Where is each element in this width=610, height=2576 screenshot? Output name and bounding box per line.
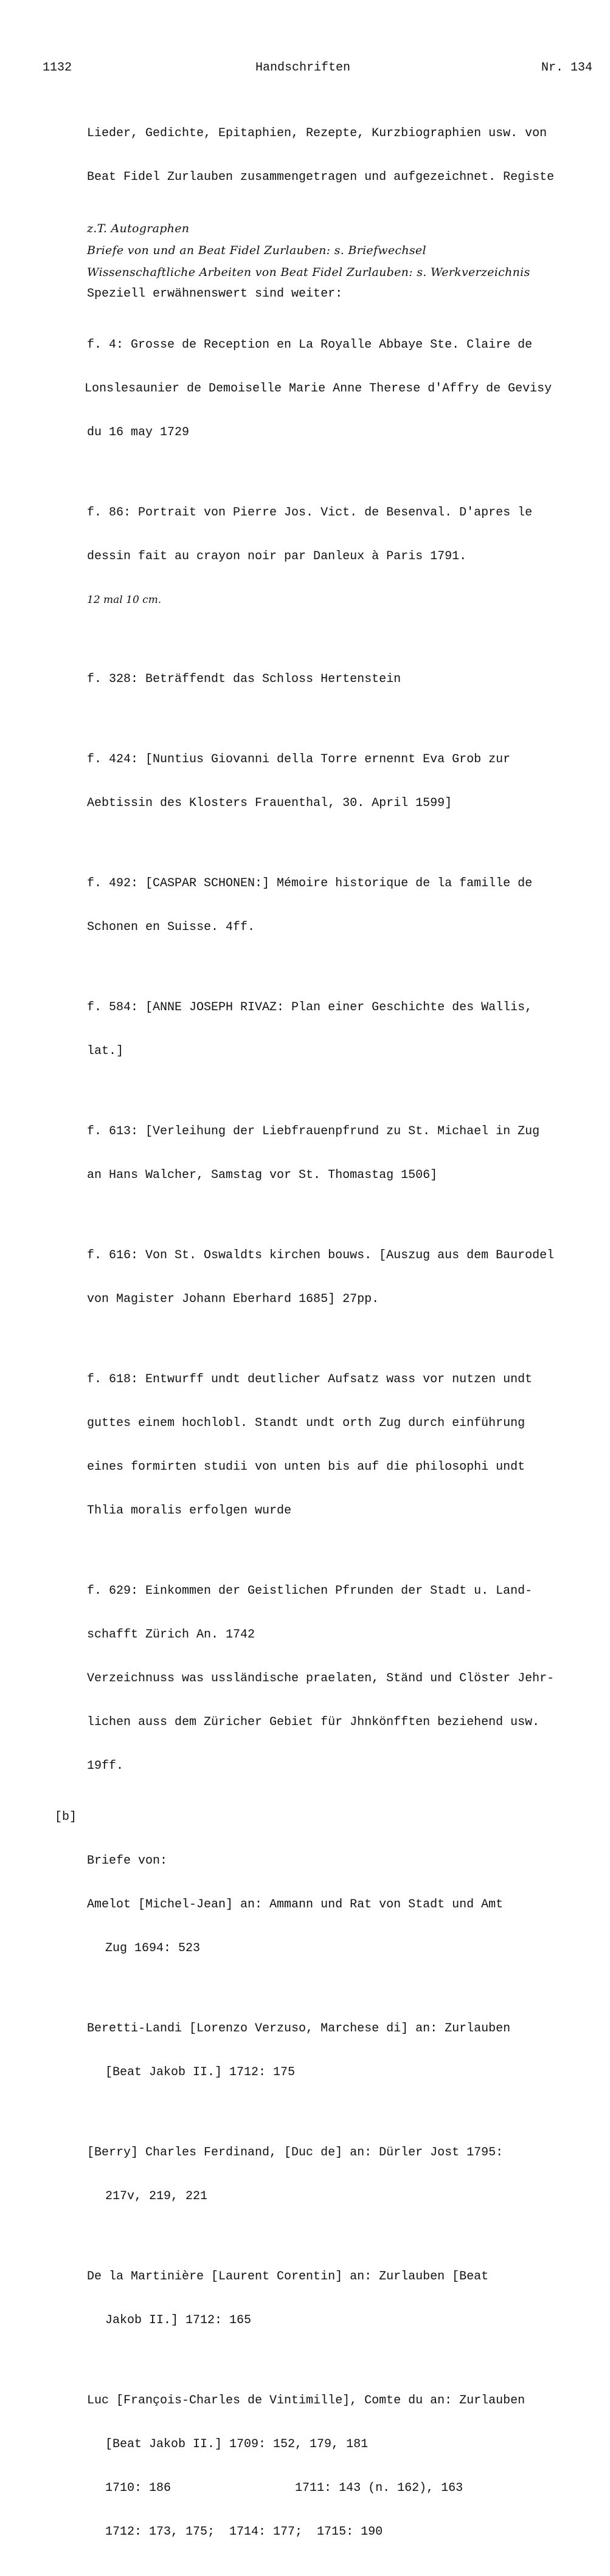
folio-line: f. 4: Grosse de Reception en La Royalle Abbaye Ste. Claire de xyxy=(87,338,533,352)
folio-line: f. 86: Portrait von Pierre Jos. Vict. de Besenval. D'apres le xyxy=(87,506,533,520)
letter-entry-cont: Zug 1694: 523 xyxy=(105,1941,201,1955)
folio-entry-86 xyxy=(87,477,610,636)
letter-entry-first: [Berry] Charles Ferdinand, [Duc de] an: Dürler Jost 1795: xyxy=(87,2146,504,2160)
folio-entry-424 xyxy=(87,723,610,840)
handwritten-letters-note: Briefe von und an Beat Fidel Zurlauben: s. Briefwechsel xyxy=(87,244,426,257)
manuscript-number: Nr. 134 xyxy=(541,61,593,75)
folio-entry-328 xyxy=(87,643,610,716)
folio-line: Lonslesaunier de Demoiselle Marie Anne Therese d'Affry de Gevisy xyxy=(85,382,552,396)
folio-line: f. 424: [Nuntius Giovanni della Torre ernennt Eva Grob zur xyxy=(87,752,511,766)
folio-entry-618 xyxy=(87,1343,610,1548)
page-number: 1132 xyxy=(43,61,72,75)
folio-line: f. 613: [Verleihung der Liebfrauenpfrund zu St. Michael in Zug xyxy=(87,1124,540,1138)
folio-line: du 16 may 1729 xyxy=(87,425,190,439)
intro-line: Lieder, Gedichte, Epitaphien, Rezepte, Kurzbiographien usw. von xyxy=(87,126,547,140)
section-b-heading: Briefe von: xyxy=(87,1854,168,1868)
section-b xyxy=(55,1810,610,1985)
folio-line: f. 616: Von St. Oswaldts kirchen bouws. [Auszug aus dem Baurodel xyxy=(87,1248,555,1262)
section-b-label: [b] xyxy=(55,1810,77,1824)
folio-line: schafft Zürich An. 1742 xyxy=(87,1628,255,1642)
letter-entry-cont: [Beat Jakob II.] 1709: 152, 179, 181 xyxy=(105,2437,369,2451)
handwritten-size-note: 12 mal 10 cm. xyxy=(87,594,162,606)
running-title: Handschriften xyxy=(255,61,351,75)
letter-entry-cont: 1710: 186 1711: 143 (n. 162), 163 xyxy=(105,2481,463,2495)
letter-entry-cont: Jakob II.] 1712: 165 xyxy=(105,2313,252,2327)
folio-line: von Magister Johann Eberhard 1685] 27pp. xyxy=(87,1292,380,1306)
main-content xyxy=(55,97,610,2576)
folio-line: 19ff. xyxy=(87,1759,124,1773)
special-heading: Speziell erwähnenswert sind weiter: xyxy=(87,287,343,301)
letter-entry xyxy=(87,2364,610,2569)
letter-entry-first: De la Martinière [Laurent Corentin] an: Zurlauben [Beat xyxy=(87,2270,489,2284)
folio-line: f. 618: Entwurff undt deutlicher Aufsatz wass vor nutzen undt xyxy=(87,1372,533,1386)
letter-entry-cont: 1712: 173, 175; 1714: 177; 1715: 190 xyxy=(105,2525,383,2539)
letter-entry xyxy=(87,2240,610,2357)
letter-entry-first: Beretti-Landi [Lorenzo Verzuso, Marchese di] an: Zurlauben xyxy=(87,2022,511,2036)
folio-line: lat.] xyxy=(87,1044,124,1058)
folio-entry-613 xyxy=(87,1095,610,1212)
folio-entry-492 xyxy=(87,847,610,964)
letter-entry-first: Luc [François-Charles de Vintimille], Comte du an: Zurlauben xyxy=(87,2394,525,2408)
letter-entry-cont: [Beat Jakob II.] 1712: 175 xyxy=(105,2065,296,2079)
folio-entry-616 xyxy=(87,1219,610,1336)
folio-line: eines formirten studii von unten bis auf die philosophi undt xyxy=(87,1460,525,1474)
folio-entry-4 xyxy=(87,309,610,469)
folio-line: an Hans Walcher, Samstag vor St. Thomastag 1506] xyxy=(87,1168,438,1182)
folio-line: Thlia moralis erfolgen wurde xyxy=(87,1504,292,1518)
folio-entry-629 xyxy=(87,1555,610,1803)
intro-line: Beat Fidel Zurlauben zusammengetragen und aufgezeichnet. Registe xyxy=(87,170,555,184)
folio-line: dessin fait au crayon noir par Danleux à Paris 1791. xyxy=(87,549,467,563)
letter-entry xyxy=(87,1992,610,2109)
intro-paragraph xyxy=(87,97,610,214)
folio-line: f. 629: Einkommen der Geistlichen Pfrunden der Stadt u. Land- xyxy=(87,1584,533,1598)
letter-entry-cont: 217v, 219, 221 xyxy=(105,2189,208,2203)
folio-line: f. 328: Beträffendt das Schloss Hertenstein xyxy=(87,672,401,686)
handwritten-autographs-note: z.T. Autographen xyxy=(87,222,190,235)
folio-entry-584 xyxy=(87,971,610,1088)
folio-line: Schonen en Suisse. 4ff. xyxy=(87,920,255,934)
letter-entry xyxy=(87,2116,610,2233)
folio-line: Verzeichnuss was ussländische praelaten, Ständ und Clöster Jehr- xyxy=(87,1672,555,1686)
folio-line: f. 492: [CASPAR SCHONEN:] Mémoire historique de la famille de xyxy=(87,876,533,890)
folio-line: f. 584: [ANNE JOSEPH RIVAZ: Plan einer Geschichte des Wallis, xyxy=(87,1000,533,1014)
folio-line: lichen auss dem Züricher Gebiet für Jhnkönfften beziehend usw. xyxy=(87,1715,540,1729)
handwritten-works-note: Wissenschaftliche Arbeiten von Beat Fidel Zurlauben: s. Werkverzeichnis xyxy=(87,266,530,279)
folio-line: Aebtissin des Klosters Frauenthal, 30. April 1599] xyxy=(87,796,452,810)
folio-line: guttes einem hochlobl. Standt undt orth Zug durch einführung xyxy=(87,1416,525,1430)
letter-entry-first: Amelot [Michel-Jean] an: Ammann und Rat von Stadt und Amt xyxy=(87,1898,504,1912)
